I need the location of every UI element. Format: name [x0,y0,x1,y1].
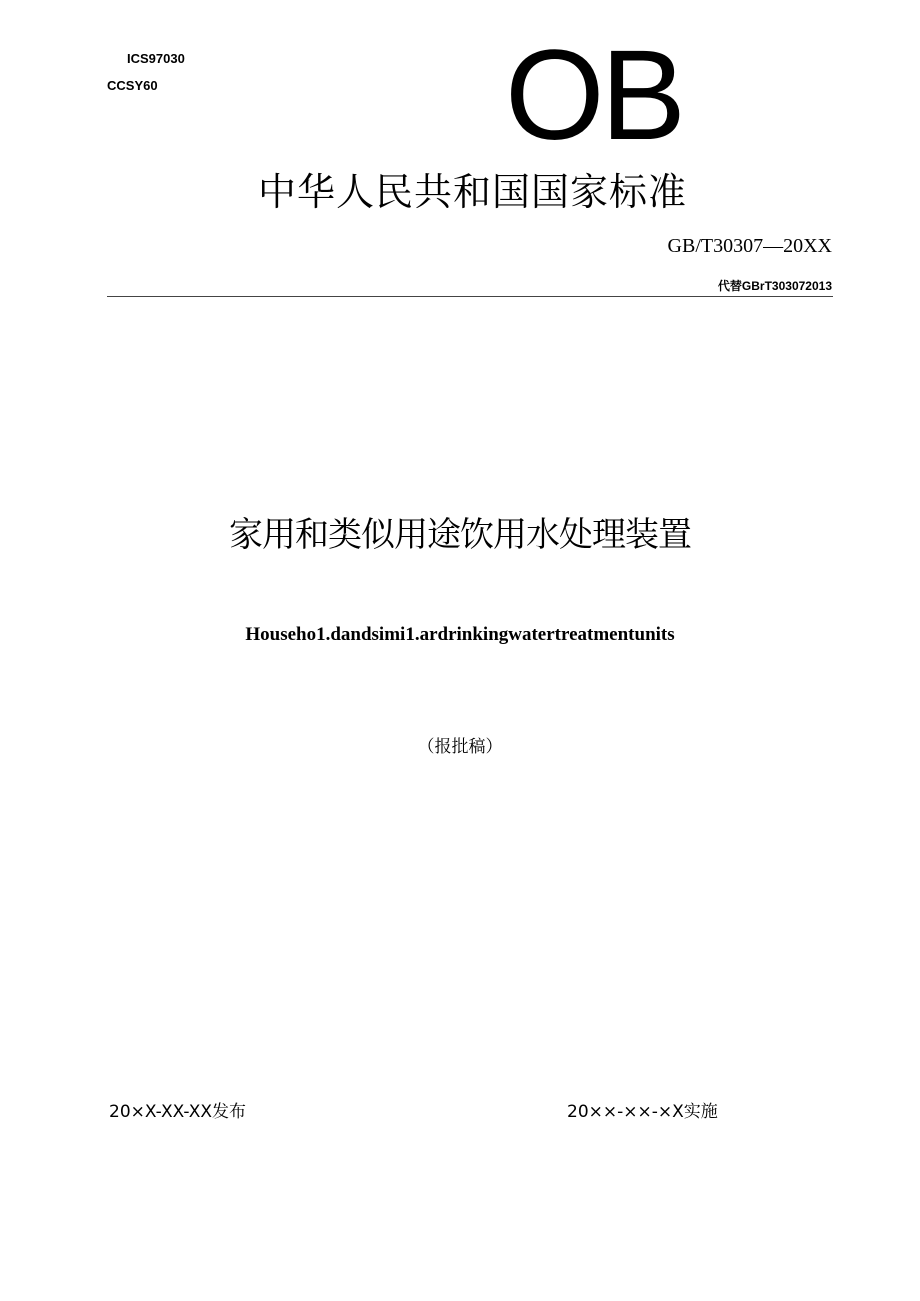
chinese-title: 家用和类似用途饮用水处理装置 [229,515,691,555]
issue-date: 20×X-XX-XX发布 [109,1102,246,1122]
english-title: Househo1.dandsimi1.ardrinkingwatertreatmentunits [245,624,675,645]
draft-status: （报批稿） [417,737,503,757]
ccs-code: CCSY60 [107,78,158,93]
standard-logo: OB [505,24,682,167]
standard-number: GB/T30307—20XX [667,235,832,257]
implementation-date: 20××-××-×X实施 [567,1102,718,1122]
header-divider [107,296,833,297]
national-standard-heading: 中华人民共和国国家标准 [258,170,688,214]
replaces-standard: 代替GBrT303072013 [717,279,832,293]
ics-code: ICS97030 [127,51,185,66]
